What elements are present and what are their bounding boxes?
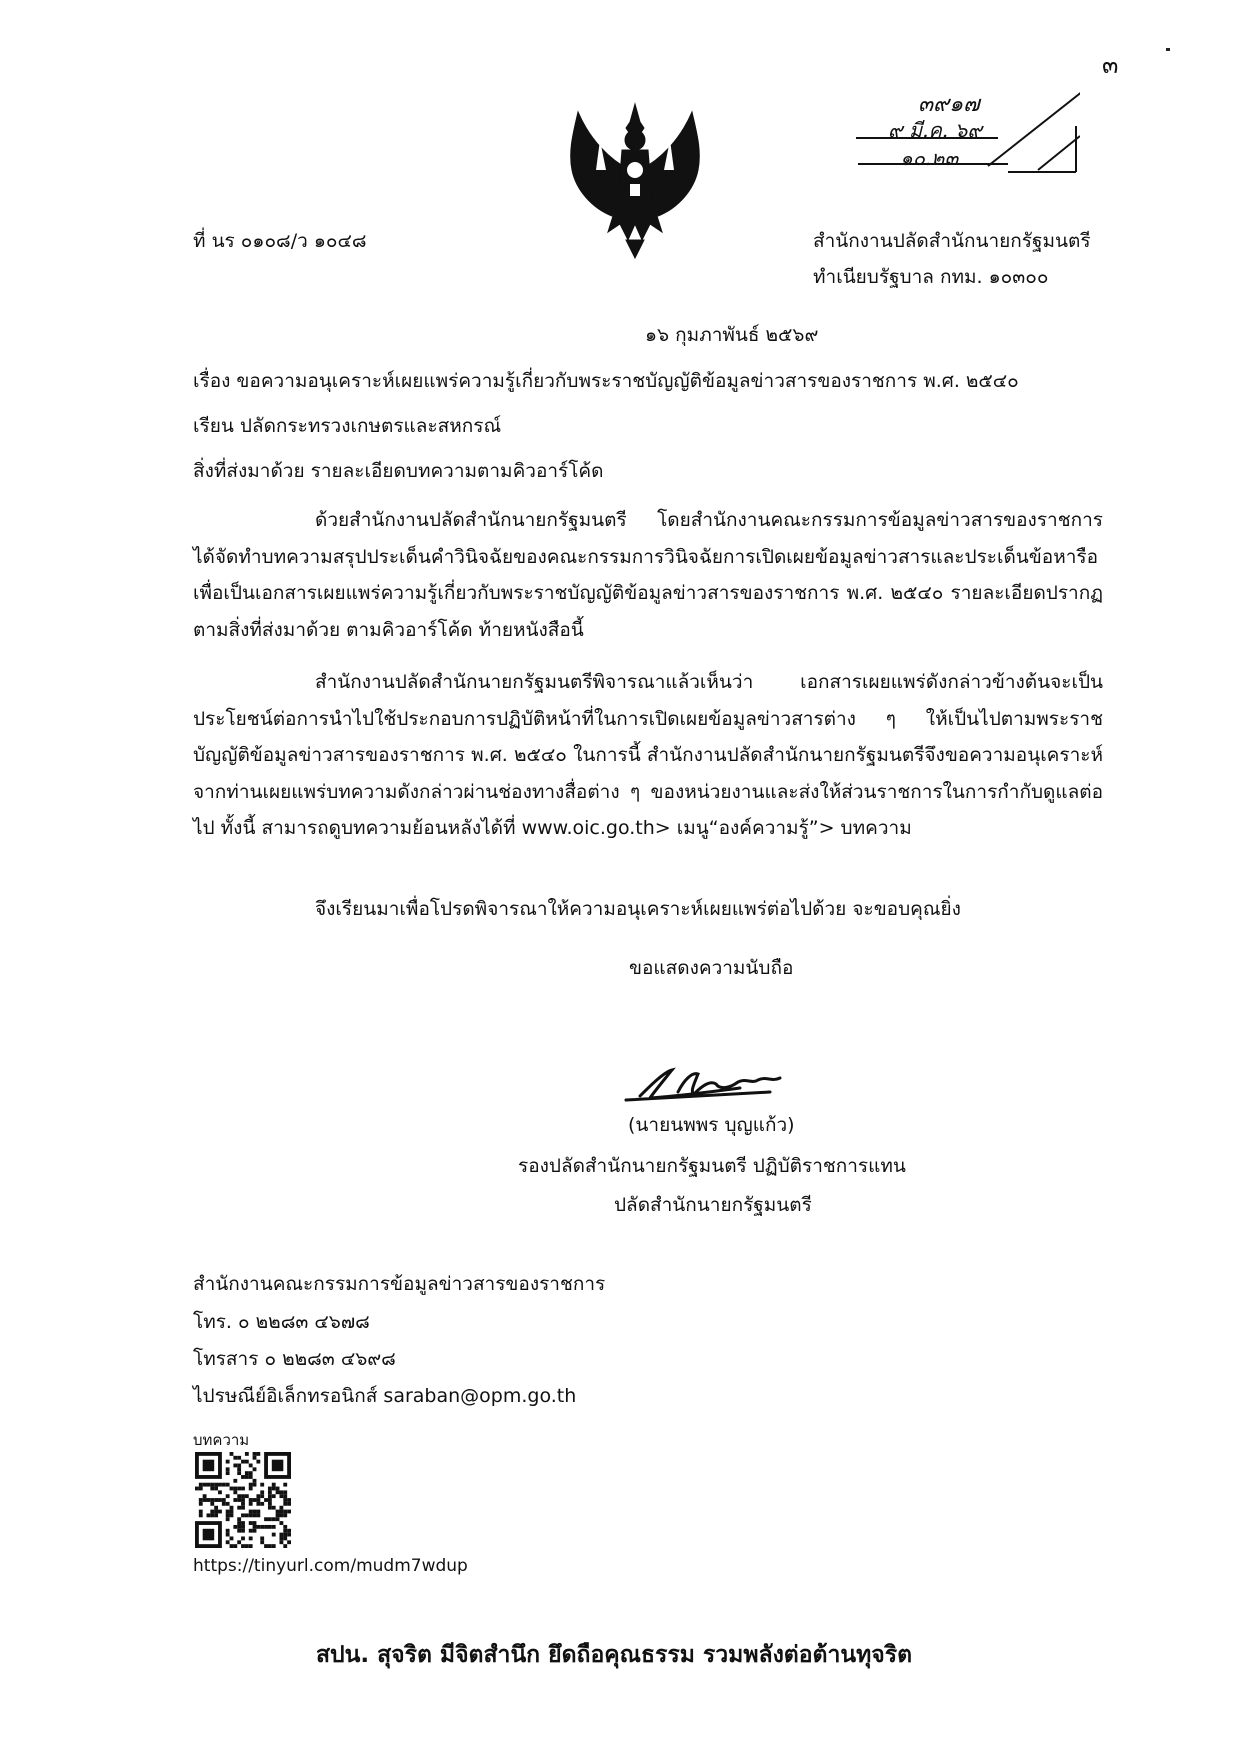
body-paragraph-2 [193, 664, 1103, 847]
recipient-line: เรียน ปลัดกระทรวงเกษตรและสหกรณ์ [193, 415, 502, 437]
receipt-stamp [848, 86, 1080, 176]
paragraph-2-text: สำนักงานปลัดสำนักนายกรัฐมนตรีพิจารณาแล้วเห็นว่า เอกสารเผยแพร่ดังกล่าวข้างต้นจะเป็นประโยชน์ต่อการนำไปใช้ประกอบการปฏิบัติหน้าที่ในการเปิดเผยข้อมูลข่าวสารต่าง ๆ ให้เป็นไปตามพระราชบัญญัติข้อมูลข่าวสารของราชการ พ.ศ. ๒๕๔๐ ในการนี้ สำนักงานปลัดสำนักนายกรัฐมนตรีจึงขอความอนุเคราะห์จากท่านเผยแพร่บทความดังกล่าวผ่านช่องทางสื่อต่าง ๆ ของหน่วยงานและส่งให้ส่วนราชการในการกำกับดูแลต่อไป ทั้งนี้ สามารถดูบทความย้อนหลังได้ที่ www.oic.go.th> เมนู“องค์ความรู้”> บทความ [193, 671, 1103, 839]
footer-slogan: สปน. สุจริต มีจิตสำนึก ยึดถือคุณธรรม รวมพลังต่อต้านทุจริต [316, 1642, 913, 1668]
signatory-name: (นายนพพร บุญแก้ว) [628, 1114, 795, 1136]
signatory-position-2: ปลัดสำนักนายกรัฐมนตรี [614, 1194, 812, 1216]
signatory-position-1: รองปลัดสำนักนายกรัฐมนตรี ปฏิบัติราชการแทน [518, 1155, 906, 1177]
stamp-number: ๓๙๑๗ [918, 92, 980, 117]
contact-email: ไปรษณีย์อิเล็กทรอนิกส์ saraban@opm.go.th [193, 1385, 577, 1407]
corner-dot [1166, 48, 1170, 51]
enclosure-line: สิ่งที่ส่งมาด้วย รายละเอียดบทความตามคิวอาร์โค้ด [193, 460, 604, 482]
closing-phrase: ขอแสดงความนับถือ [629, 957, 794, 979]
garuda-emblem [560, 100, 710, 260]
letter-date: ๑๖ กุมภาพันธ์ ๒๕๖๙ [645, 324, 819, 346]
stamp-date: ๙ มี.ค. ๖๙ [888, 118, 982, 142]
body-paragraph-1 [193, 502, 1103, 648]
office-address: ทำเนียบรัฐบาล กทม. ๑๐๓๐๐ [813, 266, 1049, 288]
page-number-mark: ๓ [1102, 51, 1119, 79]
paragraph-1-text: ด้วยสำนักงานปลัดสำนักนายกรัฐมนตรี โดยสำนักงานคณะกรรมการข้อมูลข่าวสารของราชการ ได้จัดทำบทความสรุปประเด็นคำวินิจฉัยของคณะกรรมการวินิจฉัยการเปิดเผยข้อมูลข่าวสารและประเด็นข้อหารือ เพื่อเป็นเอกสารเผยแพร่ความรู้เกี่ยวกับพระราชบัญญัติข้อมูลข่าวสารของราชการ พ.ศ. ๒๕๔๐ รายละเอียดปรากฏตามสิ่งที่ส่งมาด้วย ตามคิวอาร์โค้ด ท้ายหนังสือนี้ [193, 509, 1103, 641]
letter-reference: ที่ นร ๐๑๐๘/ว ๑๐๔๘ [193, 230, 367, 252]
qr-url[interactable]: https://tinyurl.com/mudm7wdup [193, 1556, 468, 1576]
subject-line: เรื่อง ขอความอนุเคราะห์เผยแพร่ความรู้เกี่ยวกับพระราชบัญญัติข้อมูลข่าวสารของราชการ พ.ศ. ๒๕๔๐ [193, 370, 1019, 392]
body-paragraph-3: จึงเรียนมาเพื่อโปรดพิจารณาให้ความอนุเคราะห์เผยแพร่ต่อไปด้วย จะขอบคุณยิ่ง [315, 898, 961, 920]
stamp-time: ๑๐.๒๓ [900, 146, 959, 170]
qr-code[interactable] [195, 1452, 291, 1548]
qr-label: บทความ [193, 1431, 250, 1449]
contact-fax: โทรสาร ๐ ๒๒๘๓ ๔๖๙๘ [193, 1348, 396, 1370]
contact-phone: โทร. ๐ ๒๒๘๓ ๔๖๗๘ [193, 1311, 370, 1333]
contact-department: สำนักงานคณะกรรมการข้อมูลข่าวสารของราชการ [193, 1273, 606, 1295]
office-name: สำนักงานปลัดสำนักนายกรัฐมนตรี [813, 230, 1091, 252]
signature-scribble [620, 1062, 810, 1104]
